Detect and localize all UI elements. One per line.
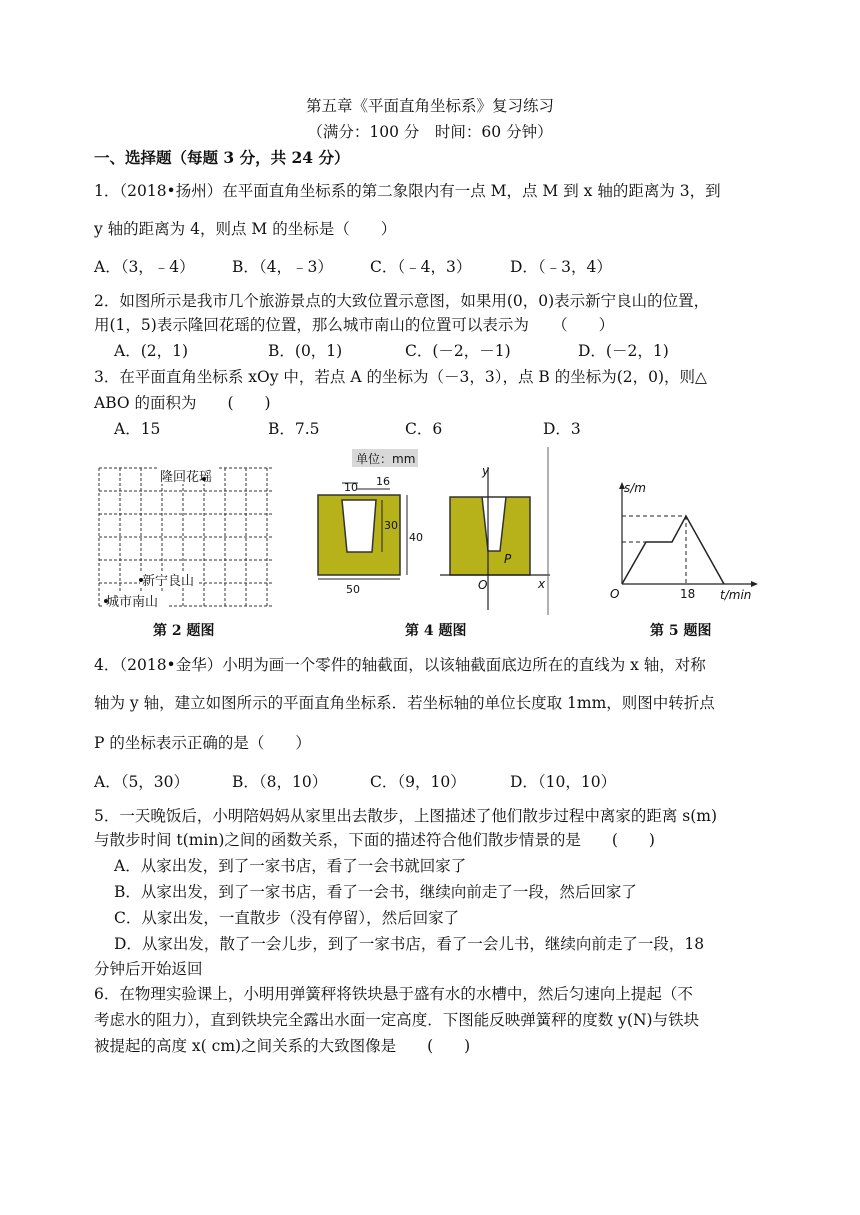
fig4-part-diagram — [310, 445, 560, 620]
fig2-grid-map — [96, 460, 276, 610]
fig4-x-label: x — [538, 577, 546, 591]
fig2-caption: 第 2 题图 — [153, 623, 215, 639]
q4-option-b: B．（8，10） — [232, 773, 328, 791]
dim-40: 40 — [409, 531, 423, 544]
q3-option-c: C．6 — [405, 420, 443, 438]
fig2-label-nanshan: 城市南山 — [106, 595, 159, 610]
fig2-label-huayao: 隆回花瑶 — [160, 470, 213, 485]
fig5-xlabel: t/min — [720, 588, 752, 602]
q6-line2: 考虑水的阻力），直到铁块完全露出水面一定高度．下图能反映弹簧秤的度数 y(N)与铁块 — [94, 1011, 700, 1029]
q3-line2: ABO 的面积为 ( ) — [94, 394, 271, 412]
fig5-ylabel: s/m — [624, 481, 646, 495]
q2-line1: 2．如图所示是我市几个旅游景点的大致位置示意图，如果用(0，0)表示新宁良山的位置， — [94, 292, 710, 310]
fig4-left-part — [318, 495, 400, 575]
document-subtitle: （满分：100 分 时间：60 分钟） — [307, 123, 553, 141]
q4-option-d: D．（10，10） — [510, 773, 617, 791]
fig4-point-p: P — [504, 552, 512, 566]
q5-line1: 5．一天晚饭后，小明陪妈妈从家里出去散步，上图描述了他们散步过程中离家的距离 s(m) — [94, 807, 718, 825]
q1-option-c: C．（﹣4，3） — [370, 258, 472, 276]
q3-line1: 3．在平面直角坐标系 xOy 中，若点 A 的坐标为（－3，3），点 B 的坐标为(2，0)，则△ — [94, 368, 707, 386]
fig4-unit-label: 单位：mm — [356, 452, 416, 466]
q2-option-a: A．(2，1) — [114, 342, 189, 360]
q5-option-d-line2: 分钟后开始返回 — [94, 960, 203, 978]
q2-option-b: B．(0，1) — [268, 342, 343, 360]
q4-option-a: A．（5，30） — [94, 773, 190, 791]
fig4-right-part — [450, 497, 530, 575]
q4-line1: 4．（2018•金华）小明为画一个零件的轴截面，以该轴截面底边所在的直线为 x 轴，对称 — [94, 656, 706, 674]
fig4-caption: 第 4 题图 — [405, 623, 467, 639]
fig4-y-label: y — [482, 464, 490, 478]
dim-30: 30 — [384, 519, 398, 532]
section-heading: 一、选择题（每题 3 分，共 24 分） — [94, 148, 350, 167]
dim-16: 16 — [376, 475, 390, 488]
q5-option-d-line1: D．从家出发，散了一会儿步，到了一家书店，看了一会儿书，继续向前走了一段，18 — [114, 935, 705, 953]
q5-line2: 与散步时间 t(min)之间的函数关系，下面的描述符合他们散步情景的是 ( ) — [94, 831, 655, 849]
q4-line2: 轴为 y 轴，建立如图所示的平面直角坐标系．若坐标轴的单位长度取 1mm，则图中转折点 — [94, 694, 715, 712]
q1-line2: y 轴的距离为 4，则点 M 的坐标是（ ） — [94, 220, 397, 238]
q1-option-a: A．（3，﹣4） — [94, 258, 195, 276]
q6-line3: 被提起的高度 x( cm)之间关系的大致图像是 ( ) — [94, 1037, 471, 1055]
q5-option-b: B．从家出发，到了一家书店，看了一会书，继续向前走了一段，然后回家了 — [114, 883, 637, 901]
q1-option-b: B．（4，﹣3） — [232, 258, 333, 276]
q3-option-d: D．3 — [543, 420, 581, 438]
q5-option-a: A．从家出发，到了一家书店，看了一会书就回家了 — [114, 857, 467, 875]
q1-line1: 1．（2018•扬州）在平面直角坐标系的第二象限内有一点 M，点 M 到 x 轴的距离为 3，到 — [94, 182, 721, 200]
fig2-label-liangshan: 新宁良山 — [142, 574, 195, 589]
dim-50: 50 — [346, 583, 360, 596]
dim-10: 10 — [344, 481, 358, 494]
q3-option-a: A．15 — [114, 420, 161, 438]
document-title: 第五章《平面直角坐标系》复习练习 — [305, 97, 554, 115]
fig4-origin: O — [478, 578, 488, 592]
q4-line3: P 的坐标表示正确的是（ ） — [94, 734, 311, 752]
q5-option-c: C．从家出发，一直散步（没有停留），然后回家了 — [114, 909, 460, 927]
fig5-tick-18: 18 — [680, 587, 696, 601]
q1-option-d: D．（﹣3，4） — [510, 258, 612, 276]
q2-line2: 用(1，5)表示隆回花瑶的位置，那么城市南山的位置可以表示为 （ ） — [94, 316, 615, 334]
q2-option-d: D．(－2，1) — [578, 342, 669, 360]
fig5-graph — [594, 478, 769, 606]
fig5-curve — [622, 516, 724, 584]
q6-line1: 6．在物理实验课上，小明用弹簧秤将铁块悬于盛有水的水槽中，然后匀速向上提起（不 — [94, 985, 693, 1003]
fig5-origin: O — [610, 587, 620, 601]
q3-option-b: B．7.5 — [268, 420, 320, 438]
q2-option-c: C．(－2，－1) — [405, 342, 511, 360]
q4-option-c: C．（9，10） — [370, 773, 466, 791]
fig5-caption: 第 5 题图 — [650, 623, 712, 639]
